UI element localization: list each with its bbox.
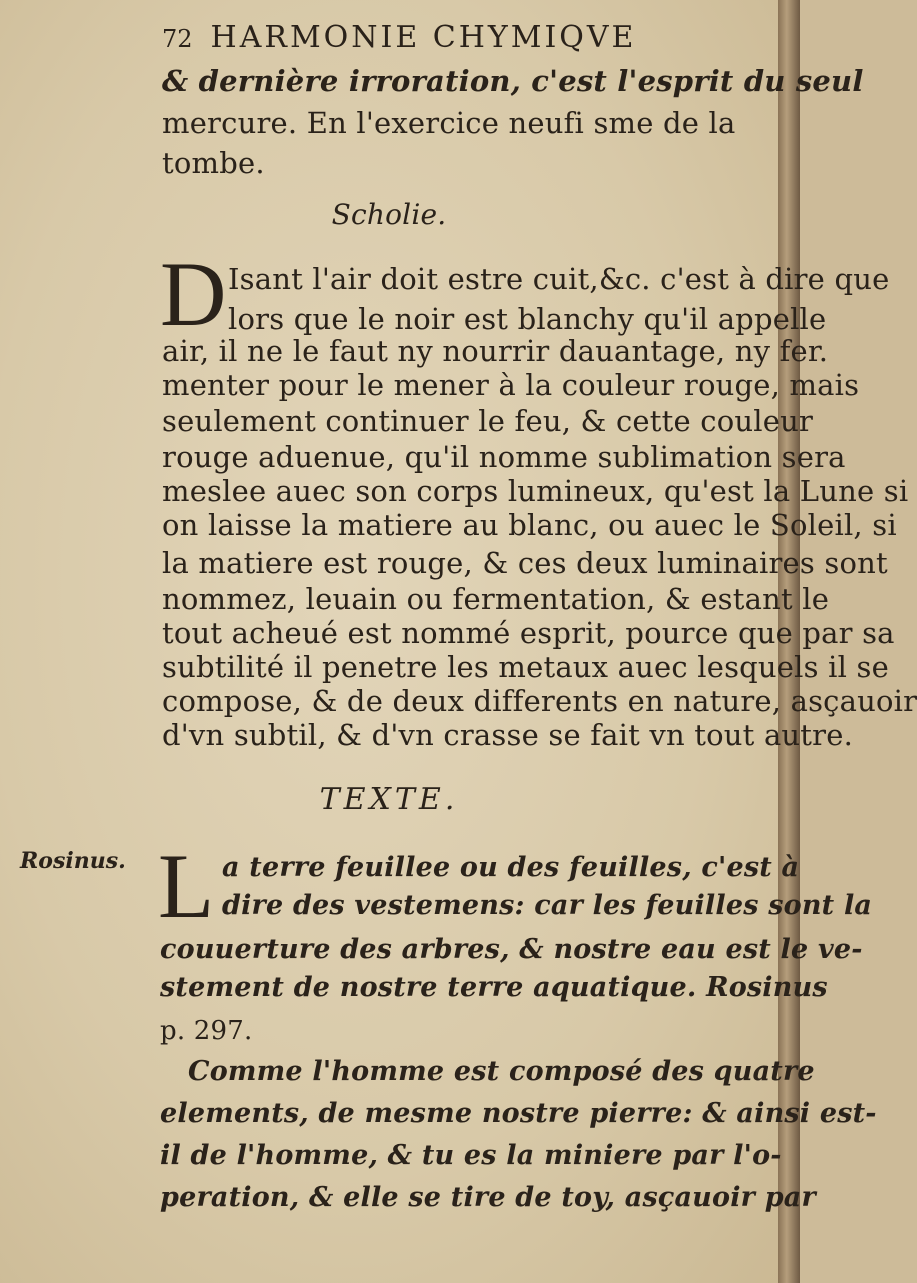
texte-line: couuerture des arbres, & nostre eau est le ve- bbox=[160, 934, 863, 965]
texte-line: peration, & elle se tire de toy, asçauoir par bbox=[160, 1182, 816, 1213]
scholie-line: d'vn subtil, & d'vn crasse se fait vn tout autre. bbox=[162, 718, 854, 752]
scholie-line: rouge aduenue, qu'il nomme sublimation sera bbox=[162, 440, 846, 474]
scholie-line: air, il ne le faut ny nourrir dauantage, ny fer. bbox=[162, 334, 829, 368]
scholie-dropcap: D bbox=[160, 243, 227, 345]
scholie-line: tout acheué est nommé esprit, pource que par sa bbox=[162, 616, 895, 650]
texte-line: p. 297. bbox=[160, 1016, 253, 1046]
texte-dropcap: L bbox=[158, 835, 215, 937]
scholie-line: la matiere est rouge, & ces deux luminaires sont bbox=[162, 546, 888, 580]
scholie-line: Isant l'air doit estre cuit,&c. c'est à dire que bbox=[228, 262, 890, 296]
scholie-line: seulement continuer le feu, & cette couleur bbox=[162, 404, 814, 438]
running-header bbox=[162, 20, 636, 55]
scholie-line: nommez, leuain ou fermentation, & estant le bbox=[162, 582, 830, 616]
page-number: 72 bbox=[162, 25, 193, 53]
margin-note: Rosinus. bbox=[20, 848, 126, 874]
intro-line: tombe. bbox=[162, 146, 265, 180]
texte-heading: TEXTE. bbox=[319, 782, 459, 817]
intro-line: & dernière irroration, c'est l'esprit du seul bbox=[162, 64, 864, 98]
scholie-line: subtilité il penetre les metaux auec lesquels il se bbox=[162, 650, 889, 684]
texte-line: dire des vestemens: car les feuilles sont la bbox=[222, 890, 873, 921]
running-title: HARMONIE CHYMIQVE bbox=[210, 20, 637, 55]
scholie-line: meslee auec son corps lumineux, qu'est la Lune si bbox=[162, 474, 909, 508]
intro-line: mercure. En l'exercice neufi sme de la bbox=[162, 106, 736, 140]
scholie-line: on laisse la matiere au blanc, ou auec le Soleil, si bbox=[162, 508, 897, 542]
scholie-line: compose, & de deux differents en nature, asçauoir bbox=[162, 684, 917, 718]
texte-line: elements, de mesme nostre pierre: & ainsi est- bbox=[160, 1098, 877, 1129]
scholie-heading: Scholie. bbox=[331, 198, 447, 231]
texte-line: il de l'homme, & tu es la miniere par l'o- bbox=[160, 1140, 782, 1171]
scholie-line: lors que le noir est blanchy qu'il appelle bbox=[228, 302, 827, 336]
texte-line: Comme l'homme est composé des quatre bbox=[188, 1056, 815, 1087]
scholie-line: menter pour le mener à la couleur rouge, mais bbox=[162, 368, 860, 402]
texte-line: a terre feuillee ou des feuilles, c'est à bbox=[222, 852, 800, 883]
texte-line: stement de nostre terre aquatique. Rosinus bbox=[160, 972, 828, 1003]
